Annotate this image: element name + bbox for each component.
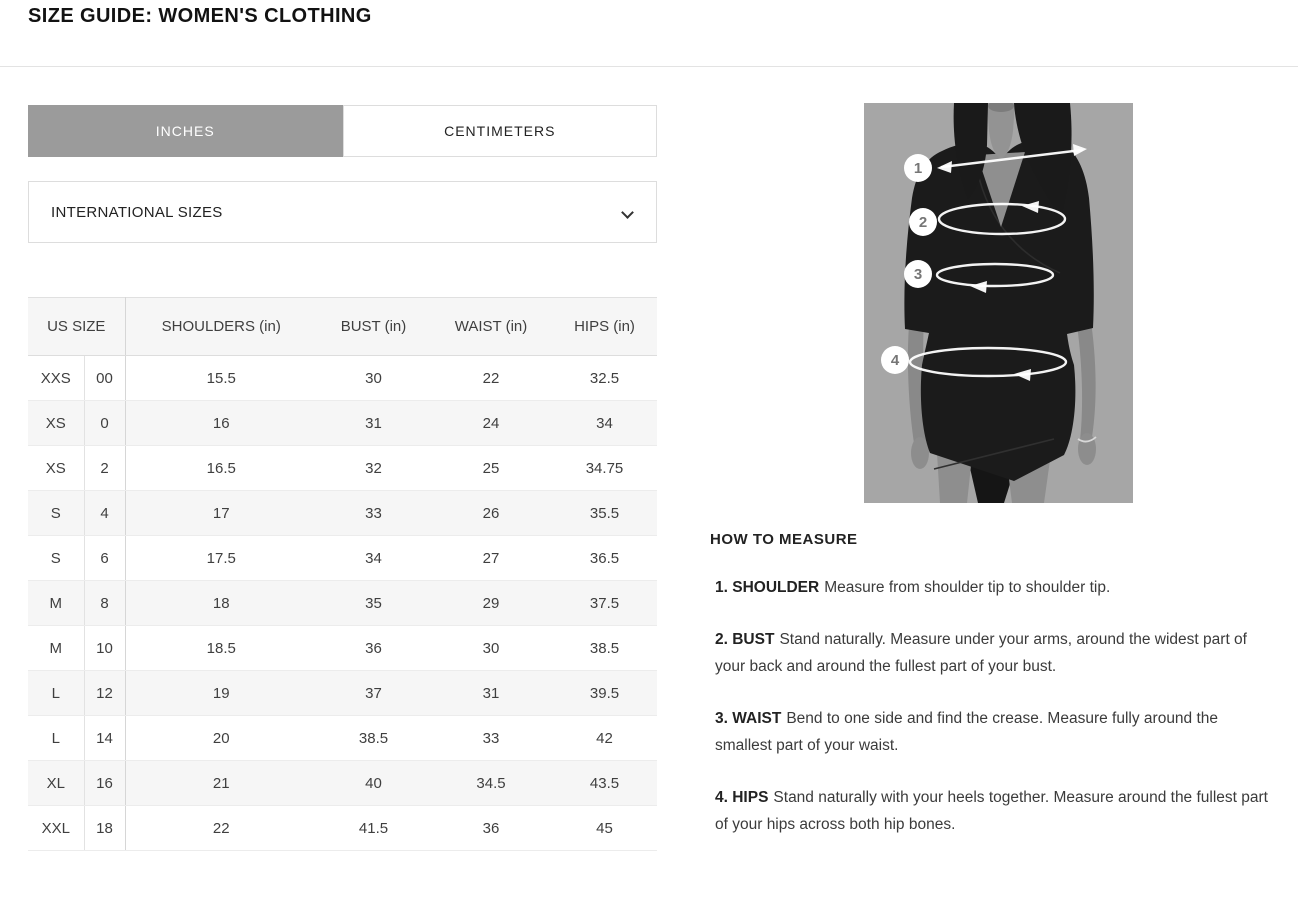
cell-size-letter: XXL (28, 806, 84, 851)
cell-hips: 42 (552, 716, 657, 761)
step-text: Measure from shoulder tip to shoulder tip. (824, 579, 1111, 596)
cell-shoulders: 21 (125, 761, 317, 806)
cell-bust: 36 (317, 626, 430, 671)
cell-waist: 33 (430, 716, 552, 761)
cell-size-letter: XXS (28, 356, 84, 401)
table-row (28, 356, 657, 401)
cell-bust: 37 (317, 671, 430, 716)
step-label: 2. BUST (715, 631, 775, 648)
cell-hips: 34 (552, 401, 657, 446)
step-text: Bend to one side and find the crease. Measure fully around the smallest part of your waist. (715, 710, 1219, 754)
table-row (28, 401, 657, 446)
cell-bust: 33 (317, 491, 430, 536)
cell-hips: 35.5 (552, 491, 657, 536)
header-shoulders: SHOULDERS (in) (125, 298, 317, 356)
marker-4: 4 (890, 352, 900, 369)
table-row (28, 581, 657, 626)
table-header-row (28, 298, 657, 356)
cell-waist: 36 (430, 806, 552, 851)
cell-shoulders: 16.5 (125, 446, 317, 491)
how-to-measure-section (710, 531, 1272, 863)
marker-2: 2 (918, 214, 928, 231)
header-waist: WAIST (in) (430, 298, 552, 356)
cell-size-letter: L (28, 671, 84, 716)
cell-size-number: 4 (84, 491, 125, 536)
cell-bust: 35 (317, 581, 430, 626)
figure-illustration (864, 103, 1133, 503)
measurement-figure-photo (864, 103, 1133, 503)
how-to-measure-heading: HOW TO MEASURE (710, 531, 858, 548)
cell-waist: 22 (430, 356, 552, 401)
cell-size-letter: L (28, 716, 84, 761)
cell-hips: 39.5 (552, 671, 657, 716)
cell-bust: 40 (317, 761, 430, 806)
table-row (28, 761, 657, 806)
cell-shoulders: 15.5 (125, 356, 317, 401)
cell-size-number: 18 (84, 806, 125, 851)
measure-step-hips (710, 784, 1272, 838)
cell-hips: 36.5 (552, 536, 657, 581)
cell-bust: 34 (317, 536, 430, 581)
cell-size-number: 14 (84, 716, 125, 761)
cell-waist: 29 (430, 581, 552, 626)
units-tabs (28, 105, 657, 157)
cell-bust: 31 (317, 401, 430, 446)
cell-bust: 30 (317, 356, 430, 401)
cell-size-number: 8 (84, 581, 125, 626)
dropdown-selected-value: INTERNATIONAL SIZES (51, 203, 223, 221)
table-row (28, 536, 657, 581)
table-row (28, 716, 657, 761)
cell-bust: 41.5 (317, 806, 430, 851)
cell-hips: 34.75 (552, 446, 657, 491)
cell-waist: 25 (430, 446, 552, 491)
divider (0, 66, 1298, 67)
cell-waist: 30 (430, 626, 552, 671)
marker-1: 1 (913, 160, 923, 177)
cell-shoulders: 22 (125, 806, 317, 851)
cell-waist: 26 (430, 491, 552, 536)
cell-size-letter: XS (28, 446, 84, 491)
header-us-size: US SIZE (28, 298, 125, 356)
cell-size-number: 6 (84, 536, 125, 581)
measure-step-bust (710, 626, 1272, 680)
cell-hips: 37.5 (552, 581, 657, 626)
table-row (28, 671, 657, 716)
chevron-down-icon (621, 206, 634, 219)
cell-size-number: 12 (84, 671, 125, 716)
step-text: Stand naturally. Measure under your arms, around the widest part of your back and around the fullest part of your bust. (715, 631, 1247, 675)
cell-shoulders: 20 (125, 716, 317, 761)
marker-3: 3 (913, 266, 923, 283)
cell-shoulders: 17 (125, 491, 317, 536)
cell-shoulders: 19 (125, 671, 317, 716)
cell-shoulders: 18 (125, 581, 317, 626)
cell-hips: 32.5 (552, 356, 657, 401)
cell-hips: 43.5 (552, 761, 657, 806)
cell-size-letter: XS (28, 401, 84, 446)
measure-step-waist (710, 705, 1272, 759)
cell-bust: 38.5 (317, 716, 430, 761)
table-row (28, 626, 657, 671)
table-row (28, 806, 657, 851)
step-label: 3. WAIST (715, 710, 782, 727)
cell-shoulders: 17.5 (125, 536, 317, 581)
header-bust: BUST (in) (317, 298, 430, 356)
header-hips: HIPS (in) (552, 298, 657, 356)
table-row (28, 491, 657, 536)
cell-waist: 34.5 (430, 761, 552, 806)
cell-size-letter: M (28, 581, 84, 626)
cell-size-letter: S (28, 491, 84, 536)
cell-size-number: 0 (84, 401, 125, 446)
cell-size-letter: M (28, 626, 84, 671)
measure-step-shoulder (710, 574, 1272, 601)
step-label: 1. SHOULDER (715, 579, 820, 596)
cell-hips: 45 (552, 806, 657, 851)
tab-inches[interactable]: INCHES (28, 105, 343, 157)
cell-waist: 24 (430, 401, 552, 446)
step-text: Stand naturally with your heels together. Measure around the fullest part of your hips across both hip bones. (715, 789, 1268, 833)
step-label: 4. HIPS (715, 789, 769, 806)
cell-hips: 38.5 (552, 626, 657, 671)
cell-shoulders: 16 (125, 401, 317, 446)
cell-bust: 32 (317, 446, 430, 491)
table-row (28, 446, 657, 491)
cell-size-number: 2 (84, 446, 125, 491)
cell-waist: 27 (430, 536, 552, 581)
page-title: SIZE GUIDE: WOMEN'S CLOTHING (28, 5, 372, 27)
cell-size-number: 10 (84, 626, 125, 671)
tab-centimeters[interactable]: CENTIMETERS (343, 105, 658, 157)
cell-shoulders: 18.5 (125, 626, 317, 671)
cell-size-number: 16 (84, 761, 125, 806)
cell-size-number: 00 (84, 356, 125, 401)
cell-size-letter: S (28, 536, 84, 581)
size-chart-table (28, 297, 657, 851)
international-sizes-select[interactable] (28, 181, 657, 243)
cell-size-letter: XL (28, 761, 84, 806)
cell-waist: 31 (430, 671, 552, 716)
